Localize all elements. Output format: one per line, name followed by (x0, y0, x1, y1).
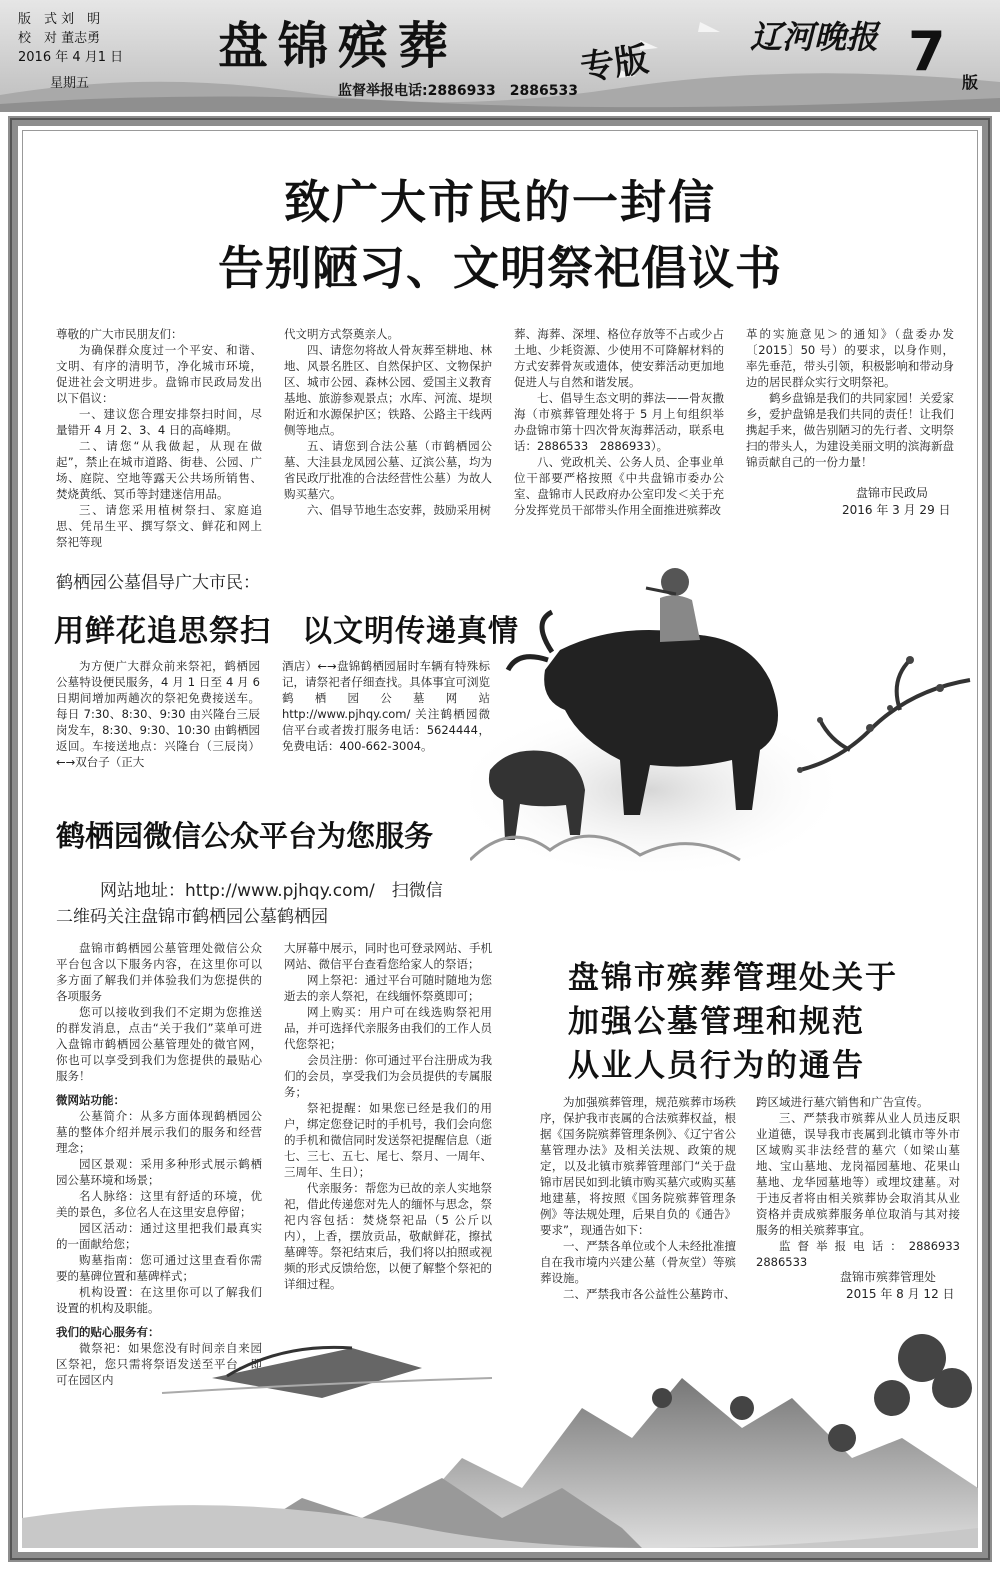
flowers-column-1 (56, 658, 260, 770)
proof-line: 校 对 董志勇 (18, 31, 101, 46)
notice-hotline: 监督举报电话：2886933 2886533 (756, 1239, 972, 1269)
headline-line-2: 告别陋习、文明祭祀倡议书 (218, 241, 782, 295)
masthead-credits (18, 10, 123, 67)
letter-signer: 盘锦市民政局 (856, 486, 929, 500)
notice-column-1 (540, 1094, 736, 1302)
notice-paragraph: 为加强殡葬管理，规范殡葬市场秩序，保护我市丧属的合法殡葬权益，根据《国务院殡葬管理条例》、《辽宁省公墓管理办法》及相关法规、政策的规定，以及北镇市殡葬管理部门“关于盘锦市居民如到北镇市购买墓穴或购买墓地建墓，将按照《国务院殡葬管理条例》等法规处理，后果自负的《通告》要求”，现通告如下： (540, 1095, 736, 1237)
letter-paragraph: 一、建议您合理安排祭扫时间，尽量错开 4 月 2、3、4 日的高峰期。 (56, 407, 262, 437)
letter-paragraph: 为确保群众度过一个平安、和谐、文明、有序的清明节，净化城市环境，促进社会文明进步。盘锦市民政局发出以下倡议： (56, 343, 262, 405)
letter-paragraph: 尊敬的广大市民朋友们： (56, 327, 183, 341)
wechat-column-2 (284, 940, 492, 1292)
flowers-lead: 鹤栖园公墓倡导广大市民： (56, 573, 260, 593)
letter-paragraph: 四、请您勿将故人骨灰葬至耕地、林地、风景名胜区、自然保护区、文物保护区、城市公园、森林公园、爱国主义教育基地、旅游参观景点；水库、河流、堤坝附近和水源保护区；铁路、公路主干线两侧等地点。 (284, 343, 492, 437)
notice-paragraph: 跨区域进行墓穴销售和广告宣传。 (756, 1095, 929, 1109)
letter-column-1 (56, 326, 262, 550)
hotline: 监督举报电话:2886933 2886533 (338, 83, 578, 99)
page-number: 7 (908, 20, 946, 83)
wechat-paragraph: 网上祭祀：通过平台可随时随地为您逝去的亲人祭祀，在线缅怀祭奠即可； (284, 973, 492, 1003)
newspaper-name: 辽河晚报 (750, 18, 879, 56)
letter-paragraph: 二、请您“从我做起，从现在做起”，禁止在城市道路、街巷、公园、广场、庭院、空地等露天公共场所销售、焚烧黄纸、冥币等封建迷信用品。 (56, 439, 262, 501)
masthead (0, 0, 1000, 112)
wechat-paragraph: 微祭祀：如果您没有时间亲自来园区祭祀，您只需将祭语发送至平台，即可在园区内 (56, 1341, 262, 1387)
letter-paragraph: 六、倡导节地生态安葬，鼓励采用树 (307, 503, 491, 517)
issue-weekday: 星期五 (50, 76, 90, 91)
letter-paragraph: 革的实施意见＞的通知》（盘委办发〔2015〕50 号）的要求，以身作则，率先垂范，带头引领，积极影响和带动身边的居民群众实行文明祭祀。 (746, 327, 954, 389)
issue-date: 2016 年 4 月1 日 (18, 50, 124, 65)
letter-paragraph: 葬、海葬、深埋、格位存放等不占或少占土地、少耗资源、少使用不可降解材料的方式安葬骨灰或遗体，使安葬活动更加地促进人与自然和谐发展。 (514, 327, 724, 389)
letter-paragraph: 三、请您采用植树祭扫、家庭追思、凭吊生平、撰写祭文、鲜花和网上祭祀等现 (56, 503, 262, 549)
flowers-column-2 (282, 658, 490, 754)
notice-paragraph: 三、严禁我市殡葬从业人员违反职业道德，误导我市丧属到北镇市等外市区域购买非法经营的墓穴（如梁山墓地、宝山墓地、龙岗福园墓地、花果山墓地、龙华园墓地等）或埋坟建墓。对于违反者将由相关殡葬协会取消其从业资格并责成殡葬服务单位取消与其对接服务的相关殡葬事宜。 (756, 1111, 960, 1237)
letter-column-3 (514, 326, 724, 518)
wechat-function: 园区景观：采用多种形式展示鹤栖园公墓环境和场景； (56, 1157, 262, 1187)
page-unit: 版 (962, 73, 979, 92)
section-title: 盘锦殡葬 (218, 16, 458, 75)
wechat-function: 购墓指南：您可通过这里查看你需要的墓碑位置和墓碑样式； (56, 1253, 262, 1283)
wechat-paragraph: 盘锦市鹤栖园公墓管理处微信公众平台包含以下服务内容，在这里你可以多方面了解我们并体验我们为您提供的各项服务 (56, 941, 262, 1003)
letter-paragraph: 代文明方式祭奠亲人。 (284, 327, 399, 341)
site-functions-title: 微网站功能： (56, 1093, 125, 1107)
notice-paragraph: 二、严禁我市各公益性公墓跨市、 (563, 1287, 736, 1301)
wechat-paragraph: 大屏幕中展示，同时也可登录网站、手机网站、微信平台查看您给家人的祭语； (284, 941, 492, 971)
notice-title-line-1: 盘锦市殡葬管理处关于 (568, 960, 898, 996)
wechat-paragraph: 您可以接收到我们不定期为您推送的群发消息，点击“关于我们”菜单可进入盘锦市鹤栖园公墓管理处的微官网，你也可以享受到我们为您提供的最贴心服务！ (56, 1005, 262, 1083)
wechat-function: 公墓简介：从多方面体现鹤栖园公墓的整体介绍并展示我们的服务和经营理念； (56, 1109, 262, 1155)
wechat-function: 机构设置：在这里你可以了解我们设置的机构及职能。 (56, 1285, 262, 1315)
website-line: 网站地址：http://www.pjhqy.com/ 扫微信 (100, 881, 443, 901)
letter-paragraph: 五、请您到合法公墓（市鹤栖园公墓、大洼县龙凤园公墓、辽滨公墓，均为省民政厅批准的合法经营性公墓）为故人购买墓穴。 (284, 439, 492, 501)
letter-date: 2016 年 3 月 29 日 (842, 503, 951, 517)
headline-line-1: 致广大市民的一封信 (284, 175, 716, 229)
flowers-title: 用鲜花追思祭扫 以文明传递真情 (54, 614, 519, 649)
wechat-function: 园区活动：通过这里把我们最真实的一面献给您； (56, 1221, 262, 1251)
care-services-title: 我们的贴心服务有： (56, 1325, 160, 1339)
notice-title-line-3: 从业人员行为的通告 (568, 1048, 865, 1084)
letter-column-2 (284, 326, 492, 518)
wechat-paragraph: 网上购买：用户可在线选购祭祀用品，并可选择代亲服务由我们的工作人员代您祭祀； (284, 1005, 492, 1051)
wechat-title: 鹤栖园微信公众平台为您服务 (56, 819, 434, 853)
qrcode-line: 二维码关注盘锦市鹤栖园公墓鹤栖园 (56, 907, 328, 927)
notice-column-2 (756, 1094, 972, 1270)
notice-date: 2015 年 8 月 12 日 (846, 1287, 955, 1301)
ink-painting-buffalo (470, 560, 980, 890)
letter-paragraph: 八、党政机关、公务人员、企事业单位干部要严格按照《中共盘锦市委办公室、盘锦市人民政府办公室印发＜关于充分发挥党员干部带头作用全面推进殡葬改 (514, 455, 724, 517)
wechat-paragraph: 祭祀提醒：如果您已经是我们的用户，绑定您登记时的手机号，我们会向您的手机和微信同时发送祭祀提醒信息（逝七、三七、五七、尾七、祭月、一周年、三周年、生日）； (284, 1101, 492, 1179)
wechat-paragraph: 代亲服务：帮您为已故的亲人实地祭祀，借此传递您对先人的缅怀与思念，祭祀内容包括：焚烧祭祀品（5 公斤以内），上香，摆放贡品，敬献鲜花，擦拭墓碑等。祭祀结束后，我们将以拍照或视频的形式反馈给您，以便了解整个祭祀的详细过程。 (284, 1181, 492, 1291)
wechat-function: 名人脉络：这里有舒适的环境，优美的景色，多位名人在这里安息停留； (56, 1189, 262, 1219)
notice-title-line-2: 加强公墓管理和规范 (568, 1004, 865, 1040)
flowers-paragraph: 酒店）←→盘锦鹤栖园届时车辆有特殊标记，请祭祀者仔细查找。具体事宜可浏览鹤栖园公墓网站 http://www.pjhqy.com/ 关注鹤栖园微信平台或者拨打服务电话：5624444，免费电话：400-662-3004。 (282, 659, 490, 753)
flowers-paragraph: 为方便广大群众前来祭祀，鹤栖园公墓特设便民服务，4 月 1 日至 4 月 6 日期间增加两趟次的祭祀免费接送车。每日 7:30、8:30、9:30 由兴隆台三辰岗发车，8:30、9:30、10:30 由鹤栖园返回。车接送地点：兴隆台（三辰岗）←→双台子（正大 (56, 659, 260, 769)
notice-paragraph: 一、严禁各单位或个人未经批准擅自在我市境内兴建公墓（骨灰堂）等殡葬设施。 (540, 1239, 736, 1285)
letter-paragraph: 七、倡导生态文明的葬法——骨灰撒海（市殡葬管理处将于 5 月上旬组织举办盘锦市第十四次骨灰海葬活动，联系电话：2886533 2886933）。 (514, 391, 724, 453)
editor-line: 版 式 刘 明 (18, 12, 101, 27)
notice-signer: 盘锦市殡葬管理处 (840, 1270, 937, 1284)
special-label: 专版 (578, 39, 651, 89)
ink-painting-landscape (22, 1288, 978, 1548)
letter-column-4 (746, 326, 954, 470)
letter-paragraph: 鹤乡盘锦是我们的共同家园！关爱家乡，爱护盘锦是我们共同的责任！让我们携起手来，做告别陋习的先行者、文明祭扫的带头人，为建设美丽文明的滨海新盘锦贡献自己的一份力量！ (746, 391, 954, 469)
wechat-paragraph: 会员注册：你可通过平台注册成为我们的会员，享受我们为会员提供的专属服务； (284, 1053, 492, 1099)
